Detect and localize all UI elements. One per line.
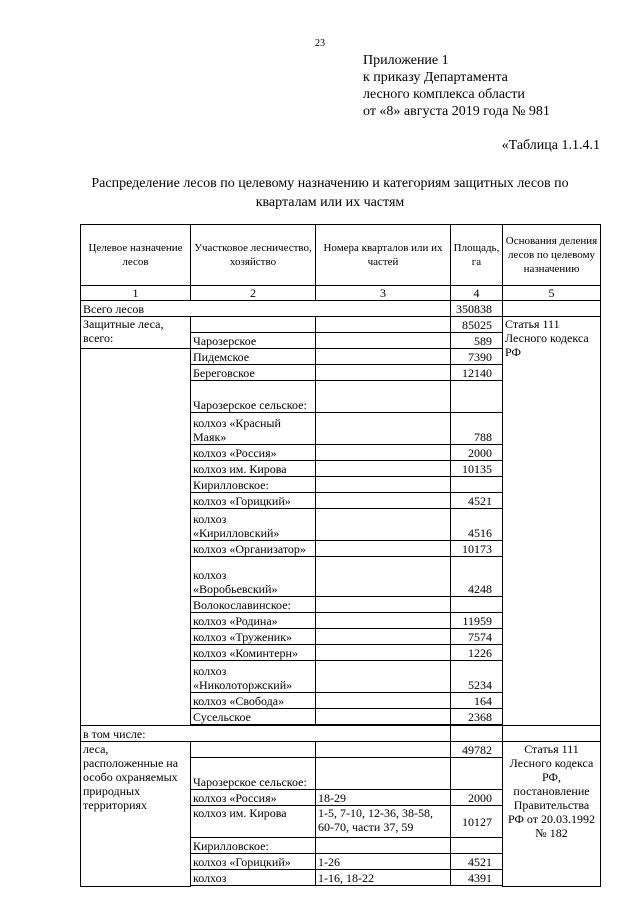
page-number: 23 [315, 38, 325, 49]
farm-name: колхоз «Организатор» [191, 541, 316, 557]
table-label: «Таблица 1.1.4.1 [501, 138, 600, 153]
col-number: 2 [191, 286, 316, 301]
quarters-value: 18-29 [316, 790, 451, 806]
opt-label: леса, расположенные на особо охраняемых природных территориях [81, 742, 191, 887]
farm-name: колхоз [191, 870, 316, 886]
area-value: 12140 [451, 365, 503, 381]
area-value: 10127 [451, 806, 503, 838]
area-value: 4521 [451, 493, 503, 509]
area-value: 4248 [451, 557, 503, 597]
document-title [60, 174, 600, 212]
area-value: 10173 [451, 541, 503, 557]
appendix-line-2: к приказу Департамента [363, 70, 508, 85]
col-number: 3 [316, 286, 451, 301]
appendix-line-4: от «8» августа 2019 года № 981 [363, 104, 550, 119]
farm-name: колхоз «Россия» [191, 445, 316, 461]
appendix-line-1: Приложение 1 [363, 53, 449, 68]
col-number: 5 [503, 286, 601, 301]
opt-area: 49782 [451, 742, 503, 758]
area-value: 4516 [451, 509, 503, 541]
table-header-row [81, 225, 601, 286]
area-value: 2000 [451, 790, 503, 806]
farm-name: колхоз «Горицкий» [191, 854, 316, 870]
farm-name: колхоз «Красный Маяк» [191, 413, 316, 445]
title-line-2: кварталам или их частям [255, 195, 405, 210]
area-value: 589 [451, 333, 503, 349]
column-numbers-row [81, 286, 601, 301]
farm-name: колхоз «Родина» [191, 613, 316, 629]
table-row [81, 742, 601, 758]
forestry-name: Кирилловское: [191, 477, 316, 493]
farm-name: колхоз «Николоторжский» [191, 661, 316, 693]
header-forestry: Участковое лесничество, хозяйство [191, 225, 316, 286]
area-value: 2368 [451, 709, 503, 725]
including-label: в том числе: [81, 726, 451, 742]
farm-name: колхоз «Воробьевский» [191, 557, 316, 597]
area-value: 1226 [451, 645, 503, 661]
farm-name: колхоз «Коминтерн» [191, 645, 316, 661]
col-number: 4 [451, 286, 503, 301]
area-value: 7574 [451, 629, 503, 645]
quarters-value: 1-16, 18-22 [316, 870, 451, 886]
forestry-name: Сусельское [191, 709, 316, 725]
table-row [81, 301, 601, 317]
total-label: Всего лесов [81, 301, 451, 317]
title-line-1: Распределение лесов по целевому назначению и категориям защитных лесов по [91, 176, 569, 191]
header-quarters: Номера кварталов или их частей [316, 225, 451, 286]
area-value: 788 [451, 413, 503, 445]
forestry-name: Чарозерское сельское: [191, 758, 316, 790]
farm-name: колхоз им. Кирова [191, 806, 316, 838]
forestry-name: Кирилловское: [191, 838, 316, 854]
protective-label: Защитные леса, всего: [81, 317, 191, 349]
area-value: 164 [451, 693, 503, 709]
forestry-name: Волокославинское: [191, 597, 316, 613]
quarters-value: 1-26 [316, 854, 451, 870]
farm-name: колхоз «Горицкий» [191, 493, 316, 509]
farm-name: колхоз «Россия» [191, 790, 316, 806]
area-value: 4521 [451, 854, 503, 870]
header-area: Площадь, га [451, 225, 503, 286]
farm-name: колхоз «Свобода» [191, 693, 316, 709]
farm-name: колхоз «Кирилловский» [191, 509, 316, 541]
appendix-line-3: лесного комплекса области [363, 87, 525, 102]
forestry-name: Чарозерское сельское: [191, 381, 316, 413]
area-value: 2000 [451, 445, 503, 461]
area-value: 11959 [451, 613, 503, 629]
appendix-block [363, 52, 550, 120]
total-area: 350838 [451, 301, 503, 317]
forest-distribution-table [80, 224, 601, 887]
farm-name: колхоз им. Кирова [191, 461, 316, 477]
protective-area: 85025 [451, 317, 503, 333]
forestry-name: Пидемское [191, 349, 316, 365]
header-purpose: Целевое назначение лесов [81, 225, 191, 286]
forestry-name: Береговское [191, 365, 316, 381]
area-value: 4391 [451, 870, 503, 886]
table-row [81, 726, 601, 742]
opt-basis: Статья 111 Лесного кодекса РФ, постановление Правительства РФ от 20.03.1992 № 182 [503, 742, 601, 887]
protective-basis: Статья 111 Лесного кодекса РФ [503, 317, 601, 726]
farm-name: колхоз «Труженик» [191, 629, 316, 645]
header-basis: Основания деления лесов по целевому назначению [503, 225, 601, 286]
table-row [81, 317, 601, 333]
quarters-value: 1-5, 7-10, 12-36, 38-58, 60-70, части 37, 59 [316, 806, 451, 838]
forestry-name: Чарозерское [191, 333, 316, 349]
area-value: 7390 [451, 349, 503, 365]
area-value: 5234 [451, 661, 503, 693]
col-number: 1 [81, 286, 191, 301]
area-value: 10135 [451, 461, 503, 477]
